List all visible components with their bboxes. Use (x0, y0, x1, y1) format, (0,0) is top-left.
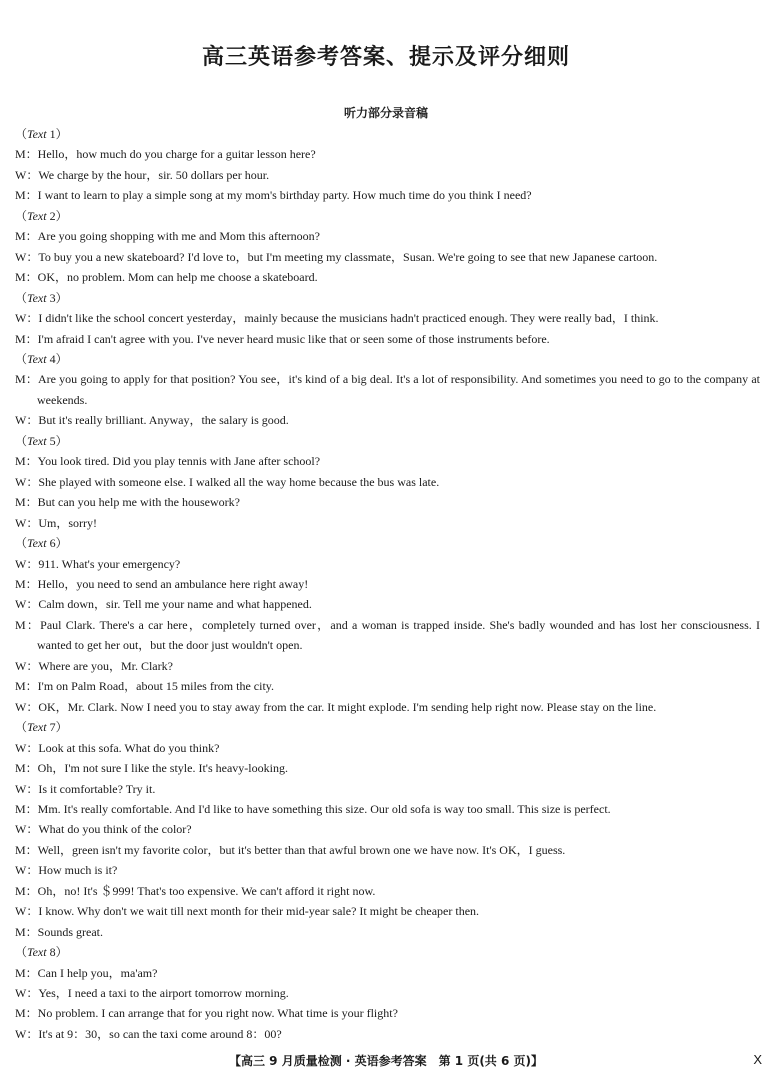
marker-number: 8） (46, 945, 68, 960)
dialogue-line: W：OK，Mr. Clark. Now I need you to stay away from the car. It might explode. I'm sending help right now. Please stay on the line. (15, 699, 657, 714)
marker-label: Text (27, 351, 47, 366)
marker-number: 1） (46, 127, 68, 141)
dialogue-line: W：Um，sorry! (15, 515, 97, 530)
dialogue-line: M：Well，green isn't my favorite color，but it's better than that awful brown one we have now. It's OK，I guess. (15, 842, 566, 857)
marker-prefix: （ (15, 127, 28, 141)
corner-mark: X (753, 1052, 762, 1067)
marker-label: Text (27, 536, 47, 551)
dialogue-line: M：Hello，you need to send an ambulance here right away! (15, 576, 309, 591)
marker-prefix: （ (15, 433, 28, 448)
dialogue-line: M：But can you help me with the housework? (15, 495, 240, 510)
dialogue-line: M：Oh，I'm not sure I like the style. It's heavy-looking. (15, 761, 288, 776)
marker-label: Text (27, 945, 47, 960)
dialogue-line: M：No problem. I can arrange that for you right now. What time is your flight? (15, 1006, 398, 1021)
text-section-marker (15, 206, 760, 226)
text-section-marker (15, 349, 760, 369)
marker-prefix: （ (15, 536, 28, 551)
dialogue-line: M：Sounds great. (15, 924, 103, 939)
text-section-marker (15, 431, 760, 451)
text-section-marker (15, 124, 760, 144)
text-section-marker (15, 942, 760, 962)
marker-number: 3） (46, 290, 68, 305)
marker-label: Text (27, 290, 47, 305)
dialogue-line: M：I'm on Palm Road，about 15 miles from the city. (15, 679, 275, 694)
text-section-marker (15, 717, 760, 737)
marker-prefix: （ (15, 945, 28, 960)
marker-number: 6） (46, 536, 68, 551)
marker-prefix: （ (15, 208, 28, 223)
dialogue-line: W：What do you think of the color? (15, 822, 192, 837)
dialogue-line: W：911. What's your emergency? (15, 556, 181, 571)
page-footer: 【高三 9 月质量检测 · 英语参考答案 第 1 页(共 6 页)】 (229, 1054, 543, 1068)
dialogue-line: M：Mm. It's really comfortable. And I'd like to have something this size. Our old sofa is way too small. This size is perfect. (15, 801, 611, 816)
marker-label: Text (27, 433, 47, 448)
text-section-marker (15, 533, 760, 553)
dialogue-line: M：You look tired. Did you play tennis with Jane after school? (15, 454, 321, 469)
dialogue-line: M：Are you going to apply for that position? You see，it's kind of a big deal. It's a lot of responsibility. And sometimes you need to go to the company at weekends. (15, 372, 760, 407)
dialogue-line: W：Is it comfortable? Try it. (15, 781, 156, 796)
marker-label: Text (27, 127, 47, 141)
dialogue-line: M：OK，no problem. Mom can help me choose a skateboard. (15, 270, 318, 285)
marker-number: 7） (46, 720, 68, 735)
dialogue-line: W：It's at 9：30，so can the taxi come around 8：00? (15, 1026, 282, 1041)
marker-number: 4） (46, 351, 68, 366)
dialogue-line: W：Yes，I need a taxi to the airport tomorrow morning. (15, 986, 289, 1001)
dialogue-line: M：Can I help you，ma'am? (15, 965, 158, 980)
dialogue-line: W：I know. Why don't we wait till next month for their mid-year sale? It might be cheaper then. (15, 904, 480, 919)
marker-prefix: （ (15, 720, 28, 735)
dialogue-line: W：How much is it? (15, 863, 118, 878)
transcript (15, 124, 760, 1044)
dialogue-line: M：Are you going shopping with me and Mom this afternoon? (15, 229, 320, 244)
marker-number: 5） (46, 433, 68, 448)
dialogue-line: W：We charge by the hour，sir. 50 dollars per hour. (15, 167, 270, 182)
section-title: 听力部分录音稿 (343, 106, 428, 120)
dialogue-line: M：Paul Clark. There's a car here，completely turned over，and a woman is trapped inside. She's badly wounded and has lost her consciousness. I wanted to get her out，but the door just wouldn't open. (15, 617, 760, 653)
marker-label: Text (27, 720, 47, 735)
dialogue-line: W：Where are you，Mr. Clark? (15, 658, 173, 673)
page-title: 高三英语参考答案、提示及评分细则 (201, 44, 570, 70)
marker-label: Text (27, 208, 47, 223)
dialogue-line: M：Oh，no! It's ＄999! That's too expensive. We can't afford it right now. (15, 883, 376, 898)
marker-prefix: （ (15, 351, 28, 366)
dialogue-line: W：But it's really brilliant. Anyway，the salary is good. (15, 413, 289, 428)
marker-prefix: （ (15, 290, 28, 305)
dialogue-line: W：She played with someone else. I walked all the way home because the bus was late. (15, 474, 440, 489)
dialogue-line: M：I want to learn to play a simple song at my mom's birthday party. How much time do you think I need? (15, 188, 532, 203)
dialogue-line: M：I'm afraid I can't agree with you. I've never heard music like that or seen some of those instruments before. (15, 331, 550, 346)
dialogue-line: W：To buy you a new skateboard? I'd love to，but I'm meeting my classmate，Susan. We're going to see that new Japanese cartoon. (15, 249, 658, 264)
dialogue-line: W：Calm down，sir. Tell me your name and what happened. (15, 597, 312, 612)
dialogue-line: W：I didn't like the school concert yesterday，mainly because the musicians hadn't practiced enough. They were really bad，I think. (15, 311, 659, 326)
marker-number: 2） (46, 208, 68, 223)
dialogue-line: M：Hello，how much do you charge for a guitar lesson here? (15, 147, 316, 162)
text-section-marker (15, 288, 760, 308)
dialogue-line: W：Look at this sofa. What do you think? (15, 740, 220, 755)
